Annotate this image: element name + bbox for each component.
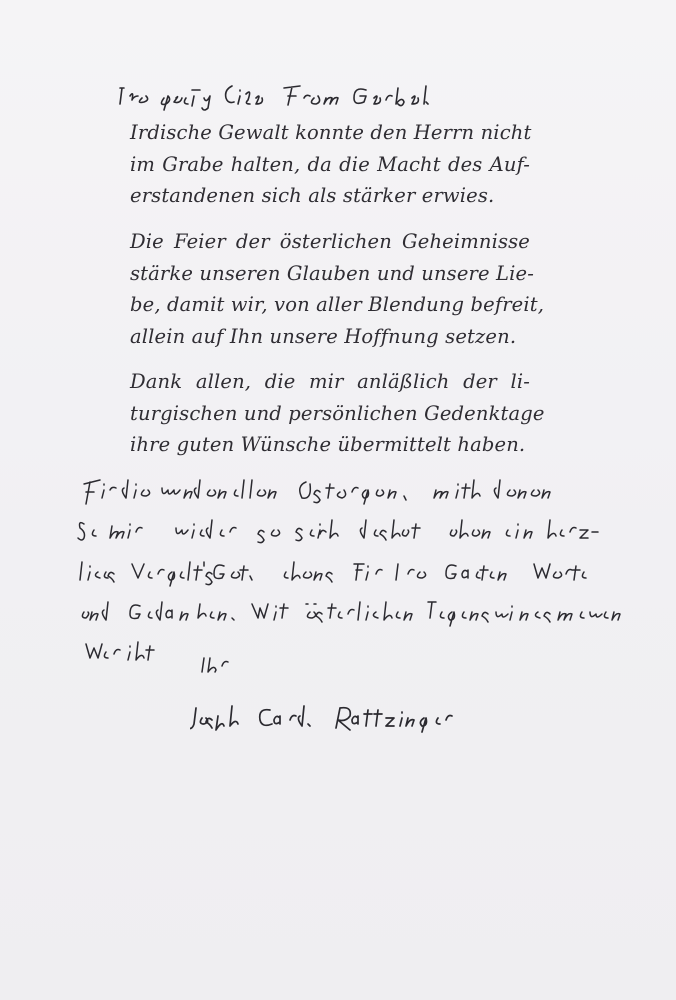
printed-line: Dank allen, die mir anläßlich der li- [130,370,530,393]
handwritten-greeting [116,78,476,114]
signature [190,700,480,734]
printed-paragraph-1 [130,117,530,212]
handwritten-closing [200,654,240,676]
printed-line: allein auf Ihn unsere Hoffnung setzen. [130,324,517,348]
printed-line: turgischen und persönlichen Gedenktage [130,401,545,425]
printed-paragraph-3 [130,366,545,461]
printed-line: im Grabe halten, da die Macht des Auf- [130,152,530,176]
printed-line: Die Feier der österlichen Geheimnisse [130,230,530,253]
printed-line: Irdische Gewalt konnte den Herrn nicht [130,121,532,144]
printed-line: stärke unseren Glauben und unsere Lie- [130,261,534,285]
handwritten-note [76,470,666,680]
printed-line: be, damit wir, von aller Blendung befreit, [130,293,545,316]
printed-line: erstandenen sich als stärker erwies. [130,184,495,207]
printed-paragraph-2 [130,226,545,352]
printed-line: ihre guten Wünsche übermittelt haben. [130,433,526,456]
